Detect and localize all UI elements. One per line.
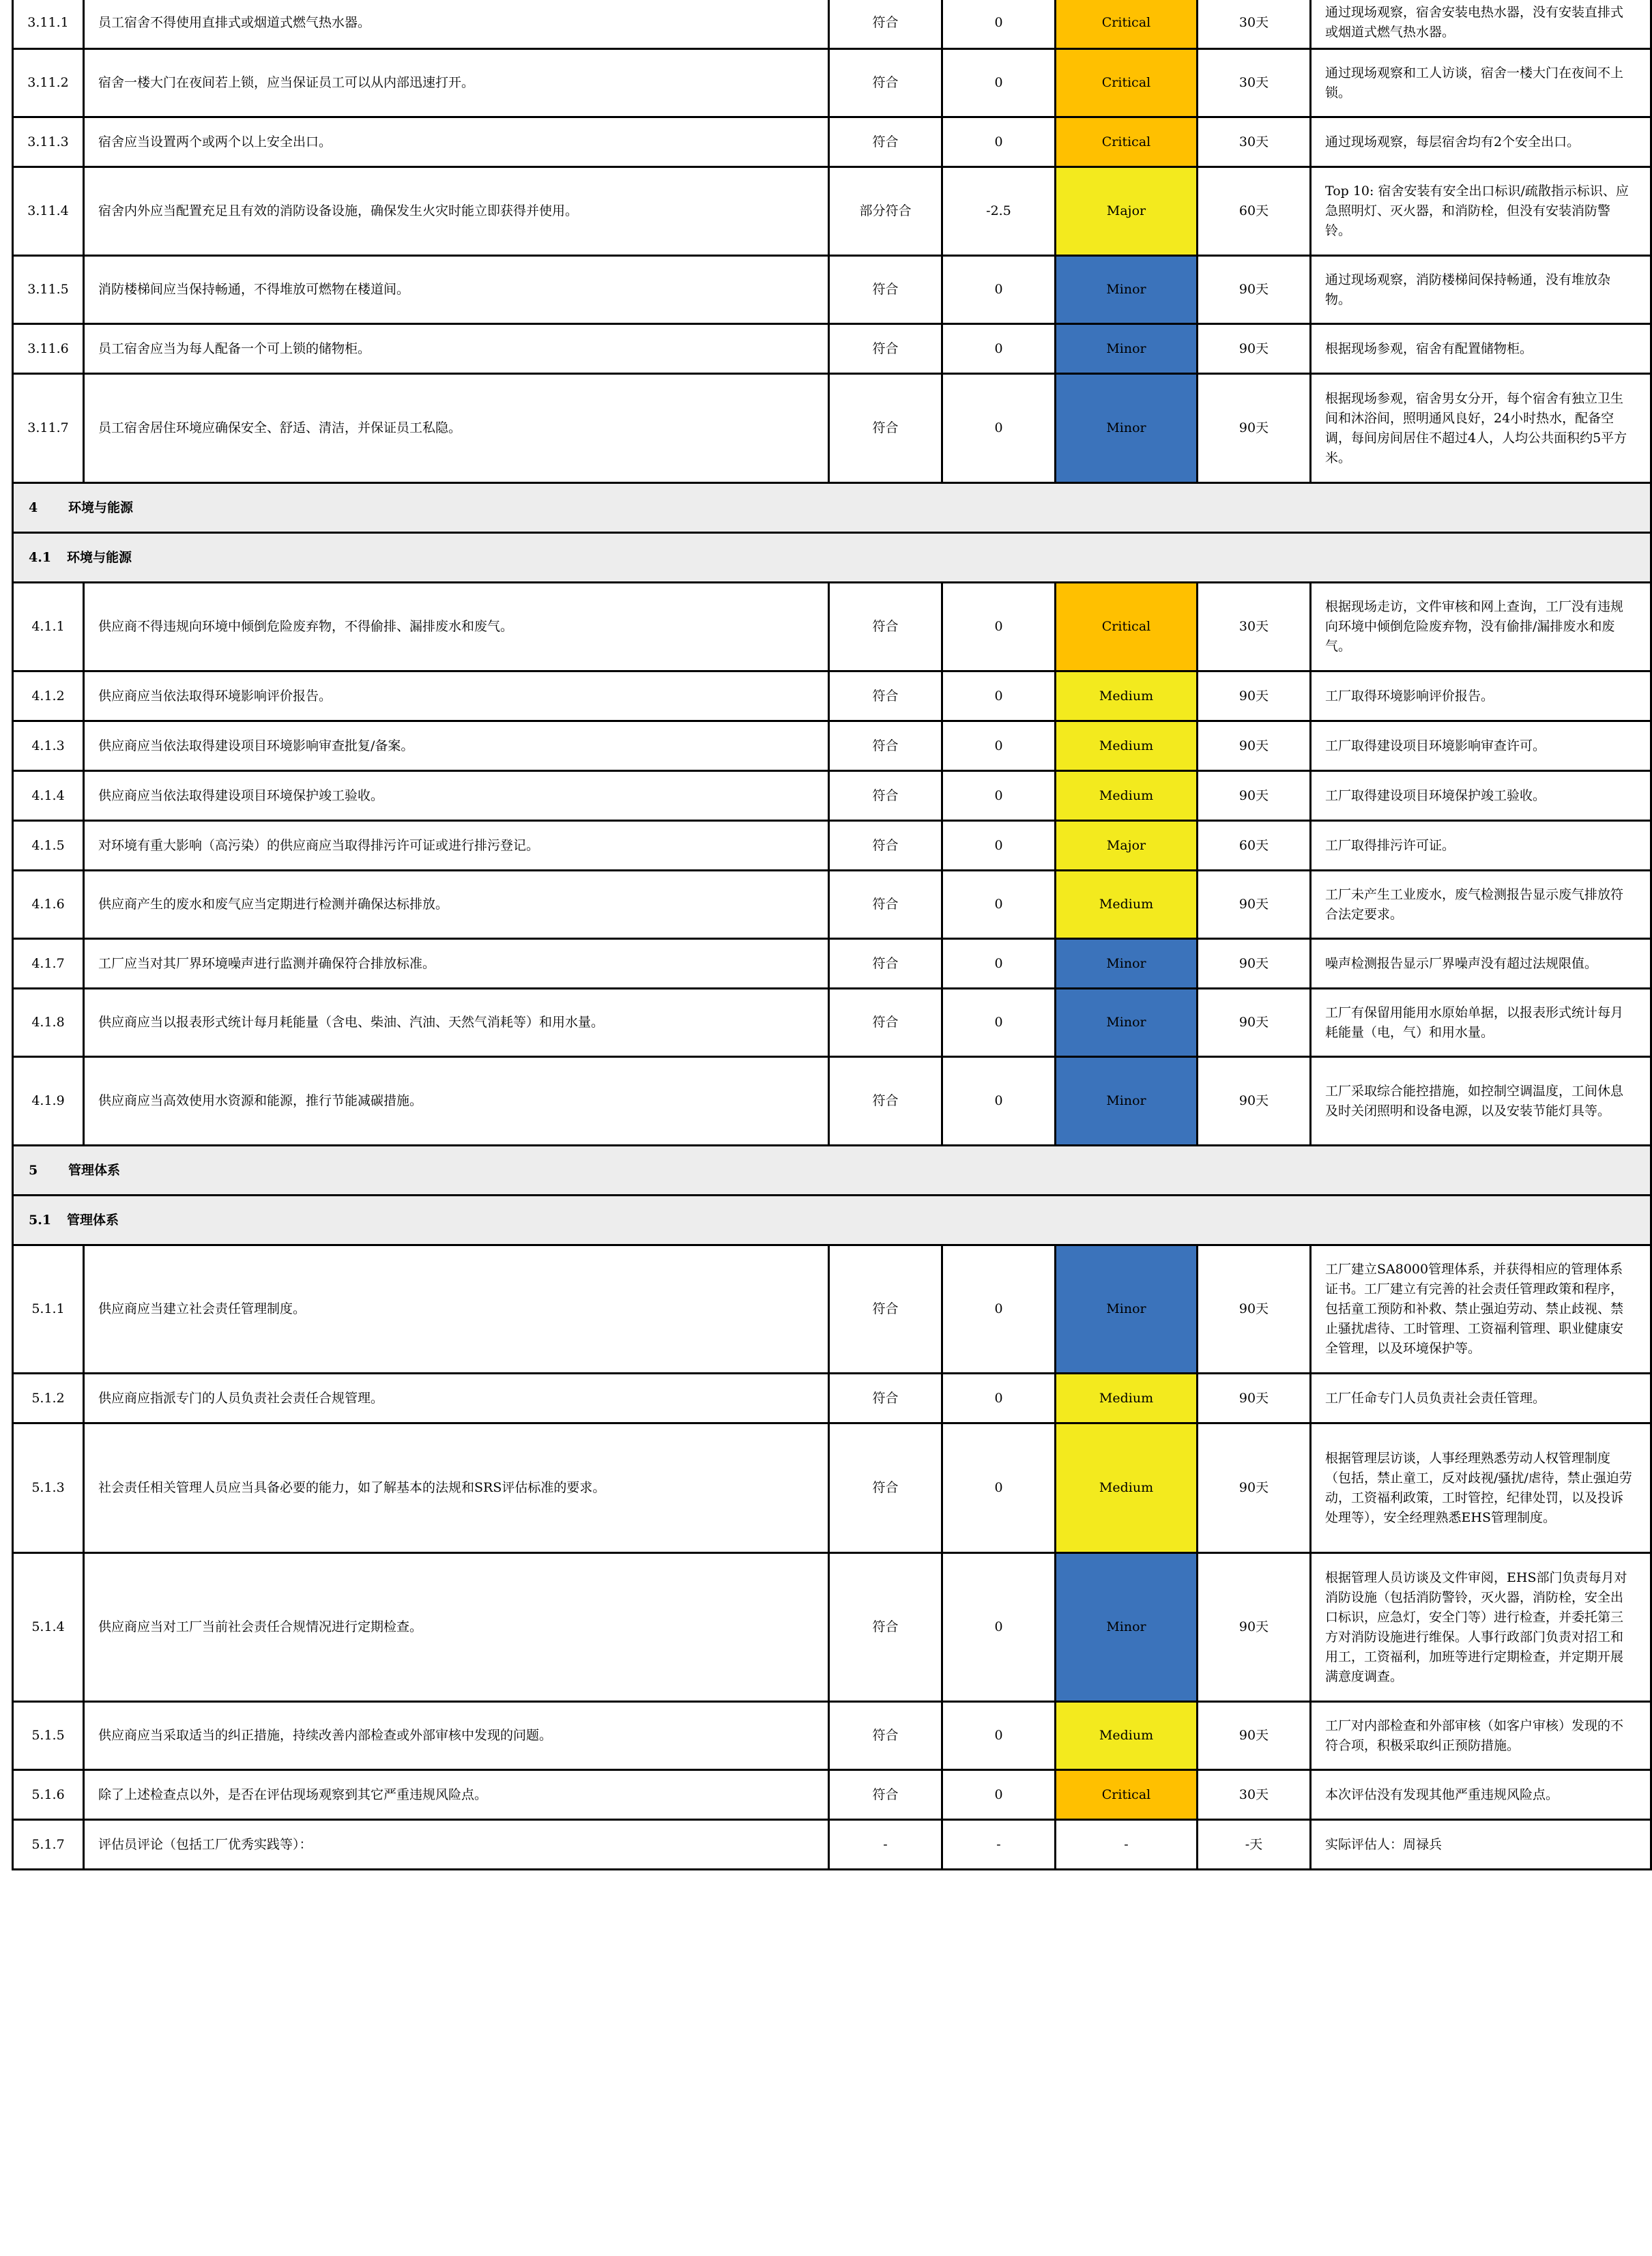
status-cell: 符合 [829, 989, 942, 1057]
table-body [13, 0, 1651, 1870]
deadline-cell: 60天 [1198, 821, 1311, 871]
section-header [13, 533, 1651, 583]
risk-level-cell: - [1056, 1820, 1198, 1870]
status-cell: 符合 [829, 871, 942, 939]
requirement-cell: 宿舍应当设置两个或两个以上安全出口。 [84, 117, 829, 167]
requirement-cell: 供应商应当对工厂当前社会责任合规情况进行定期检查。 [84, 1553, 829, 1702]
item-id-cell: 4.1.7 [13, 939, 84, 989]
risk-level-cell: Critical [1056, 117, 1198, 167]
requirement-cell: 社会责任相关管理人员应当具备必要的能力，如了解基本的法规和SRS评估标准的要求。 [84, 1423, 829, 1553]
status-cell: 符合 [829, 771, 942, 821]
score-cell: 0 [942, 117, 1056, 167]
score-cell: 0 [942, 989, 1056, 1057]
item-id-cell: 3.11.4 [13, 167, 84, 256]
item-id-cell: 5.1.6 [13, 1770, 84, 1820]
status-cell: 符合 [829, 671, 942, 721]
item-id-cell: 3.11.6 [13, 324, 84, 374]
remark-cell: 通过现场观察，宿舍安装电热水器，没有安装直排式或烟道式燃气热水器。 [1311, 0, 1651, 49]
deadline-cell: 90天 [1198, 989, 1311, 1057]
section-header-row [13, 1146, 1651, 1196]
item-id-cell: 4.1.6 [13, 871, 84, 939]
item-id-cell: 5.1.4 [13, 1553, 84, 1702]
remark-cell: 本次评估没有发现其他严重违规风险点。 [1311, 1770, 1651, 1820]
requirement-cell: 供应商应指派专门的人员负责社会责任合规管理。 [84, 1374, 829, 1423]
remark-cell: Top 10: 宿舍安装有安全出口标识/疏散指示标识、应急照明灯、灭火器，和消防栓，但没有安装消防警铃。 [1311, 167, 1651, 256]
section-header [13, 483, 1651, 533]
remark-cell: 实际评估人：周禄兵 [1311, 1820, 1651, 1870]
requirement-cell: 宿舍一楼大门在夜间若上锁，应当保证员工可以从内部迅速打开。 [84, 49, 829, 117]
item-id-cell: 4.1.2 [13, 671, 84, 721]
risk-level-cell: Major [1056, 167, 1198, 256]
score-cell: 0 [942, 1057, 1056, 1146]
deadline-cell: 90天 [1198, 1057, 1311, 1146]
table-row [13, 374, 1651, 483]
section-number: 5.1 [29, 1212, 52, 1228]
section-title: 管理体系 [67, 1212, 119, 1228]
status-cell: - [829, 1820, 942, 1870]
status-cell: 符合 [829, 374, 942, 483]
remark-cell: 工厂取得建设项目环境影响审查许可。 [1311, 721, 1651, 771]
section-header-row [13, 483, 1651, 533]
remark-cell: 工厂任命专门人员负责社会责任管理。 [1311, 1374, 1651, 1423]
table-row [13, 0, 1651, 49]
item-id-cell: 4.1.1 [13, 583, 84, 671]
deadline-cell: 30天 [1198, 0, 1311, 49]
item-id-cell: 5.1.7 [13, 1820, 84, 1870]
score-cell: 0 [942, 256, 1056, 324]
risk-level-cell: Minor [1056, 1553, 1198, 1702]
risk-level-cell: Medium [1056, 1423, 1198, 1553]
remark-cell: 根据管理人员访谈及文件审阅，EHS部门负责每月对消防设施（包括消防警铃，灭火器，消防栓，安全出口标识，应急灯，安全门等）进行检查，并委托第三方对消防设施进行维保。人事行政部门负责对招工和用工，工资福利，加班等进行定期检查，并定期开展满意度调查。 [1311, 1553, 1651, 1702]
section-number: 4 [29, 500, 38, 515]
table-row [13, 324, 1651, 374]
status-cell: 符合 [829, 1374, 942, 1423]
status-cell: 符合 [829, 821, 942, 871]
item-id-cell: 5.1.3 [13, 1423, 84, 1553]
remark-cell: 工厂取得环境影响评价报告。 [1311, 671, 1651, 721]
status-cell: 符合 [829, 583, 942, 671]
requirement-cell: 消防楼梯间应当保持畅通，不得堆放可燃物在楼道间。 [84, 256, 829, 324]
risk-level-cell: Major [1056, 821, 1198, 871]
remark-cell: 根据现场走访，文件审核和网上查询，工厂没有违规向环境中倾倒危险废弃物，没有偷排/漏排废水和废气。 [1311, 583, 1651, 671]
remark-cell: 根据现场参观，宿舍有配置储物柜。 [1311, 324, 1651, 374]
remark-cell: 工厂取得建设项目环境保护竣工验收。 [1311, 771, 1651, 821]
requirement-cell: 对环境有重大影响（高污染）的供应商应当取得排污许可证或进行排污登记。 [84, 821, 829, 871]
section-title: 环境与能源 [67, 549, 132, 565]
deadline-cell: 90天 [1198, 1374, 1311, 1423]
deadline-cell: 30天 [1198, 1770, 1311, 1820]
risk-level-cell: Minor [1056, 1245, 1198, 1374]
item-id-cell: 5.1.1 [13, 1245, 84, 1374]
item-id-cell: 5.1.2 [13, 1374, 84, 1423]
requirement-cell: 供应商应当高效使用水资源和能源，推行节能减碳措施。 [84, 1057, 829, 1146]
item-id-cell: 5.1.5 [13, 1702, 84, 1770]
requirement-cell: 供应商产生的废水和废气应当定期进行检测并确保达标排放。 [84, 871, 829, 939]
requirement-cell: 供应商应当建立社会责任管理制度。 [84, 1245, 829, 1374]
deadline-cell: 30天 [1198, 49, 1311, 117]
requirement-cell: 宿舍内外应当配置充足且有效的消防设备设施，确保发生火灾时能立即获得并使用。 [84, 167, 829, 256]
risk-level-cell: Minor [1056, 1057, 1198, 1146]
risk-level-cell: Minor [1056, 256, 1198, 324]
item-id-cell: 3.11.1 [13, 0, 84, 49]
deadline-cell: 90天 [1198, 771, 1311, 821]
remark-cell: 工厂建立SA8000管理体系，并获得相应的管理体系证书。工厂建立有完善的社会责任管理政策和程序，包括童工预防和补救、禁止强迫劳动、禁止歧视、禁止骚扰虐待、工时管理、工资福利管理、职业健康安全管理，以及环境保护等。 [1311, 1245, 1651, 1374]
score-cell: - [942, 1820, 1056, 1870]
document-page [12, 0, 1632, 2256]
risk-level-cell: Critical [1056, 1770, 1198, 1820]
deadline-cell: -天 [1198, 1820, 1311, 1870]
table-row [13, 821, 1651, 871]
score-cell: 0 [942, 771, 1056, 821]
score-cell: 0 [942, 1423, 1056, 1553]
risk-level-cell: Critical [1056, 0, 1198, 49]
score-cell: 0 [942, 1553, 1056, 1702]
remark-cell: 工厂采取综合能控措施，如控制空调温度，工间休息及时关闭照明和设备电源，以及安装节能灯具等。 [1311, 1057, 1651, 1146]
section-number: 4.1 [29, 549, 52, 565]
table-row [13, 939, 1651, 989]
remark-cell: 通过现场观察，每层宿舍均有2个安全出口。 [1311, 117, 1651, 167]
score-cell: 0 [942, 939, 1056, 989]
score-cell: 0 [942, 374, 1056, 483]
item-id-cell: 4.1.9 [13, 1057, 84, 1146]
deadline-cell: 90天 [1198, 1702, 1311, 1770]
score-cell: -2.5 [942, 167, 1056, 256]
remark-cell: 工厂未产生工业废水，废气检测报告显示废气排放符合法定要求。 [1311, 871, 1651, 939]
table-row [13, 989, 1651, 1057]
item-id-cell: 3.11.3 [13, 117, 84, 167]
deadline-cell: 90天 [1198, 374, 1311, 483]
section-number: 5 [29, 1162, 38, 1178]
status-cell: 符合 [829, 1553, 942, 1702]
status-cell: 符合 [829, 1057, 942, 1146]
table-row [13, 256, 1651, 324]
table-row [13, 1702, 1651, 1770]
deadline-cell: 90天 [1198, 939, 1311, 989]
remark-cell: 噪声检测报告显示厂界噪声没有超过法规限值。 [1311, 939, 1651, 989]
table-row [13, 1245, 1651, 1374]
risk-level-cell: Medium [1056, 1374, 1198, 1423]
item-id-cell: 4.1.3 [13, 721, 84, 771]
section-title: 管理体系 [68, 1162, 121, 1178]
remark-cell: 工厂对内部检查和外部审核（如客户审核）发现的不符合项，积极采取纠正预防措施。 [1311, 1702, 1651, 1770]
deadline-cell: 90天 [1198, 1245, 1311, 1374]
status-cell: 符合 [829, 1770, 942, 1820]
table-row [13, 167, 1651, 256]
table-row [13, 49, 1651, 117]
table-row [13, 1374, 1651, 1423]
table-row [13, 583, 1651, 671]
status-cell: 符合 [829, 1423, 942, 1553]
item-id-cell: 4.1.8 [13, 989, 84, 1057]
score-cell: 0 [942, 1245, 1056, 1374]
requirement-cell: 除了上述检查点以外，是否在评估现场观察到其它严重违规风险点。 [84, 1770, 829, 1820]
remark-cell: 通过现场观察，消防楼梯间保持畅通，没有堆放杂物。 [1311, 256, 1651, 324]
remark-cell: 根据管理层访谈，人事经理熟悉劳动人权管理制度（包括，禁止童工，反对歧视/骚扰/虐待，禁止强迫劳动，工资福利政策，工时管控，纪律处罚，以及投诉处理等），安全经理熟悉EHS管理制度。 [1311, 1423, 1651, 1553]
item-id-cell: 3.11.2 [13, 49, 84, 117]
score-cell: 0 [942, 721, 1056, 771]
score-cell: 0 [942, 583, 1056, 671]
deadline-cell: 90天 [1198, 1423, 1311, 1553]
status-cell: 符合 [829, 939, 942, 989]
table-row [13, 1423, 1651, 1553]
risk-level-cell: Medium [1056, 1702, 1198, 1770]
deadline-cell: 30天 [1198, 117, 1311, 167]
table-row [13, 1553, 1651, 1702]
status-cell: 符合 [829, 721, 942, 771]
requirement-cell: 员工宿舍不得使用直排式或烟道式燃气热水器。 [84, 0, 829, 49]
risk-level-cell: Critical [1056, 583, 1198, 671]
table-row [13, 1057, 1651, 1146]
table-row [13, 871, 1651, 939]
requirement-cell: 供应商应当以报表形式统计每月耗能量（含电、柴油、汽油、天然气消耗等）和用水量。 [84, 989, 829, 1057]
item-id-cell: 3.11.5 [13, 256, 84, 324]
requirement-cell: 员工宿舍居住环境应确保安全、舒适、清洁，并保证员工私隐。 [84, 374, 829, 483]
score-cell: 0 [942, 324, 1056, 374]
section-header [13, 1196, 1651, 1245]
requirement-cell: 工厂应当对其厂界环境噪声进行监测并确保符合排放标准。 [84, 939, 829, 989]
assessment-table [12, 0, 1652, 1870]
status-cell: 符合 [829, 117, 942, 167]
status-cell: 符合 [829, 324, 942, 374]
deadline-cell: 90天 [1198, 256, 1311, 324]
table-row [13, 771, 1651, 821]
remark-cell: 工厂有保留用能用水原始单据，以报表形式统计每月耗能量（电，气）和用水量。 [1311, 989, 1651, 1057]
requirement-cell: 供应商不得违规向环境中倾倒危险废弃物，不得偷排、漏排废水和废气。 [84, 583, 829, 671]
deadline-cell: 60天 [1198, 167, 1311, 256]
table-row [13, 1770, 1651, 1820]
score-cell: 0 [942, 821, 1056, 871]
risk-level-cell: Medium [1056, 771, 1198, 821]
requirement-cell: 评估员评论（包括工厂优秀实践等）： [84, 1820, 829, 1870]
requirement-cell: 供应商应当依法取得建设项目环境保护竣工验收。 [84, 771, 829, 821]
score-cell: 0 [942, 1702, 1056, 1770]
section-title: 环境与能源 [68, 500, 134, 515]
risk-level-cell: Minor [1056, 989, 1198, 1057]
status-cell: 符合 [829, 49, 942, 117]
risk-level-cell: Medium [1056, 671, 1198, 721]
risk-level-cell: Minor [1056, 324, 1198, 374]
score-cell: 0 [942, 0, 1056, 49]
section-header [13, 1146, 1651, 1196]
status-cell: 符合 [829, 1702, 942, 1770]
requirement-cell: 员工宿舍应当为每人配备一个可上锁的储物柜。 [84, 324, 829, 374]
status-cell: 符合 [829, 1245, 942, 1374]
table-row [13, 1820, 1651, 1870]
table-row [13, 117, 1651, 167]
risk-level-cell: Minor [1056, 374, 1198, 483]
item-id-cell: 3.11.7 [13, 374, 84, 483]
score-cell: 0 [942, 1770, 1056, 1820]
deadline-cell: 30天 [1198, 583, 1311, 671]
section-header-row [13, 1196, 1651, 1245]
table-row [13, 721, 1651, 771]
deadline-cell: 90天 [1198, 1553, 1311, 1702]
remark-cell: 通过现场观察和工人访谈，宿舍一楼大门在夜间不上锁。 [1311, 49, 1651, 117]
requirement-cell: 供应商应当依法取得环境影响评价报告。 [84, 671, 829, 721]
risk-level-cell: Medium [1056, 871, 1198, 939]
deadline-cell: 90天 [1198, 721, 1311, 771]
remark-cell: 根据现场参观，宿舍男女分开，每个宿舍有独立卫生间和沐浴间，照明通风良好，24小时热水，配备空调，每间房间居住不超过4人，人均公共面积约5平方米。 [1311, 374, 1651, 483]
deadline-cell: 90天 [1198, 324, 1311, 374]
score-cell: 0 [942, 671, 1056, 721]
deadline-cell: 90天 [1198, 671, 1311, 721]
item-id-cell: 4.1.4 [13, 771, 84, 821]
item-id-cell: 4.1.5 [13, 821, 84, 871]
deadline-cell: 90天 [1198, 871, 1311, 939]
section-header-row [13, 533, 1651, 583]
score-cell: 0 [942, 871, 1056, 939]
status-cell: 部分符合 [829, 167, 942, 256]
risk-level-cell: Medium [1056, 721, 1198, 771]
score-cell: 0 [942, 1374, 1056, 1423]
requirement-cell: 供应商应当依法取得建设项目环境影响审查批复/备案。 [84, 721, 829, 771]
table-row [13, 671, 1651, 721]
status-cell: 符合 [829, 256, 942, 324]
risk-level-cell: Critical [1056, 49, 1198, 117]
requirement-cell: 供应商应当采取适当的纠正措施，持续改善内部检查或外部审核中发现的问题。 [84, 1702, 829, 1770]
status-cell: 符合 [829, 0, 942, 49]
remark-cell: 工厂取得排污许可证。 [1311, 821, 1651, 871]
score-cell: 0 [942, 49, 1056, 117]
risk-level-cell: Minor [1056, 939, 1198, 989]
